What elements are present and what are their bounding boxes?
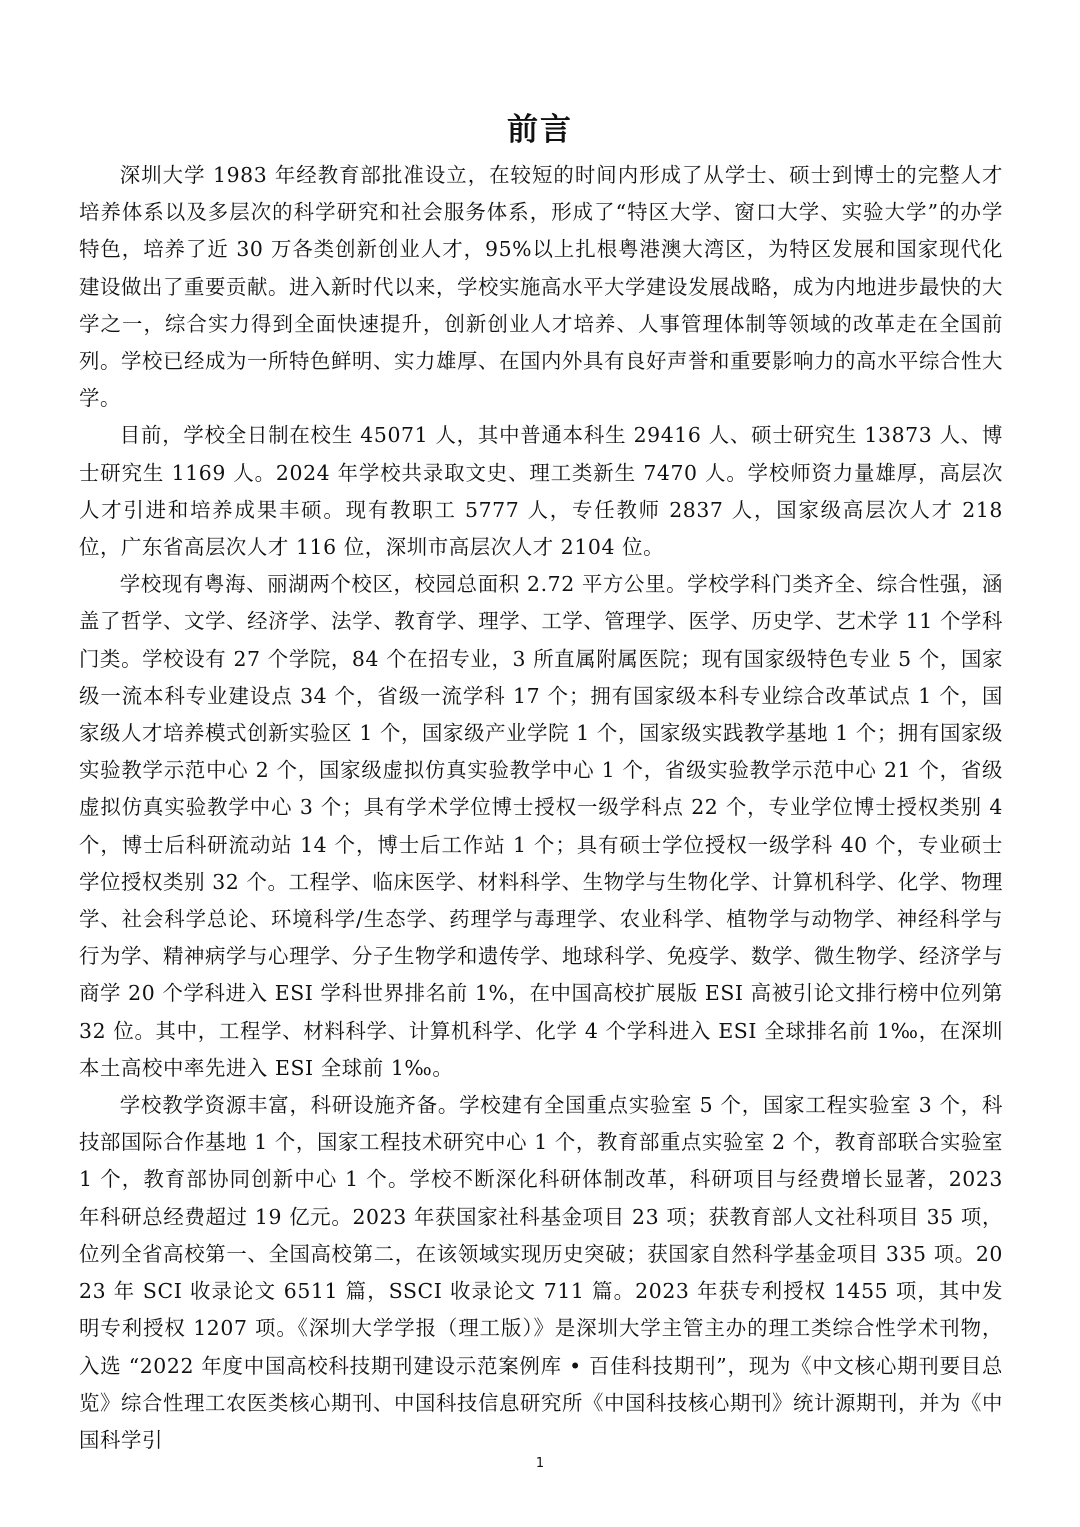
paragraph-research: 学校教学资源丰富，科研设施齐备。学校建有全国重点实验室 5 个，国家工程实验室 3 个，科技部国际合作基地 1 个，国家工程技术研究中心 1 个，教育部重点实验室 2 个，教育部联合实验室 1 个，教育部协同创新中心 1 个。学校不断深化科研体制改革，科研项目与经费增长显著，2023 年科研总经费超过 19 亿元。2023 年获国家社科基金项目 23 项；获教育部人文社科项目 35 项，位列全省高校第一、全国高校第二，在该领域实现历史突破；获国家自然科学基金项目 335 项。2023 年 SCI 收录论文 6511 篇，SSCI 收录论文 711 篇。2023 年获专利授权 1455 项，其中发明专利授权 1207 项。《深圳大学学报（理工版）》是深圳大学主管主办的理工类综合性学术刊物，入选 “2022 年度中国高校科技期刊建设示范案例库 • 百佳科技期刊”，现为《中文核心期刊要目总览》综合性理工农医类核心期刊、中国科技信息研究所《中国科技核心期刊》统计源期刊，并为《中国科学引 (79, 1093, 1003, 1452)
paragraph-students-faculty: 目前，学校全日制在校生 45071 人，其中普通本科生 29416 人、硕士研究生 13873 人、博士研究生 1169 人。2024 年学校共录取文史、理工类新生 7470 人。学校师资力量雄厚，高层次人才引进和培养成果丰硕。现有教职工 5777 人，专任教师 2837 人，国家级高层次人才 218 位，广东省高层次人才 116 位，深圳市高层次人才 2104 位。 (79, 423, 1003, 560)
page-number: 1 (535, 1456, 545, 1471)
paragraph-intro: 深圳大学 1983 年经教育部批准设立，在较短的时间内形成了从学士、硕士到博士的完整人才培养体系以及多层次的科学研究和社会服务体系，形成了“特区大学、窗口大学、实验大学”的办学特色，培养了近 30 万各类创新创业人才，95%以上扎根粤港澳大湾区，为特区发展和国家现代化建设做出了重要贡献。进入新时代以来，学校实施高水平大学建设发展战略，成为内地进步最快的大学之一，综合实力得到全面快速提升，创新创业人才培养、人事管理体制等领域的改革走在全国前列。学校已经成为一所特色鲜明、实力雄厚、在国内外具有良好声誉和重要影响力的高水平综合性大学。 (79, 163, 1003, 411)
page-title: 前言 (507, 112, 573, 148)
paragraph-campus-disciplines: 学校现有粤海、丽湖两个校区，校园总面积 2.72 平方公里。学校学科门类齐全、综合性强，涵盖了哲学、文学、经济学、法学、教育学、理学、工学、管理学、医学、历史学、艺术学 11 个学科门类。学校设有 27 个学院，84 个在招专业，3 所直属附属医院；现有国家级特色专业 5 个，国家级一流本科专业建设点 34 个，省级一流学科 17 个；拥有国家级本科专业综合改革试点 1 个，国家级人才培养模式创新实验区 1 个，国家级产业学院 1 个，国家级实践教学基地 1 个；拥有国家级实验教学示范中心 2 个，国家级虚拟仿真实验教学中心 1 个，省级实验教学示范中心 21 个，省级虚拟仿真实验教学中心 3 个；具有学术学位博士授权一级学科点 22 个，专业学位博士授权类别 4 个，博士后科研流动站 14 个，博士后工作站 1 个；具有硕士学位授权一级学科 40 个，专业硕士学位授权类别 32 个。工程学、临床医学、材料科学、生物学与生物化学、计算机科学、化学、物理学、社会科学总论、环境科学/生态学、药理学与毒理学、农业科学、植物学与动物学、神经科学与行为学、精神病学与心理学、分子生物学和遗传学、地球科学、免疫学、数学、微生物学、经济学与商学 20 个学科进入 ESI 学科世界排名前 1%，在中国高校扩展版 ESI 高被引论文排行榜中位列第 32 位。其中，工程学、材料科学、计算机科学、化学 4 个学科进入 ESI 全球排名前 1‰，在深圳本土高校中率先进入 ESI 全球前 1‰。 (79, 572, 1003, 1080)
body-text (79, 157, 1003, 1459)
